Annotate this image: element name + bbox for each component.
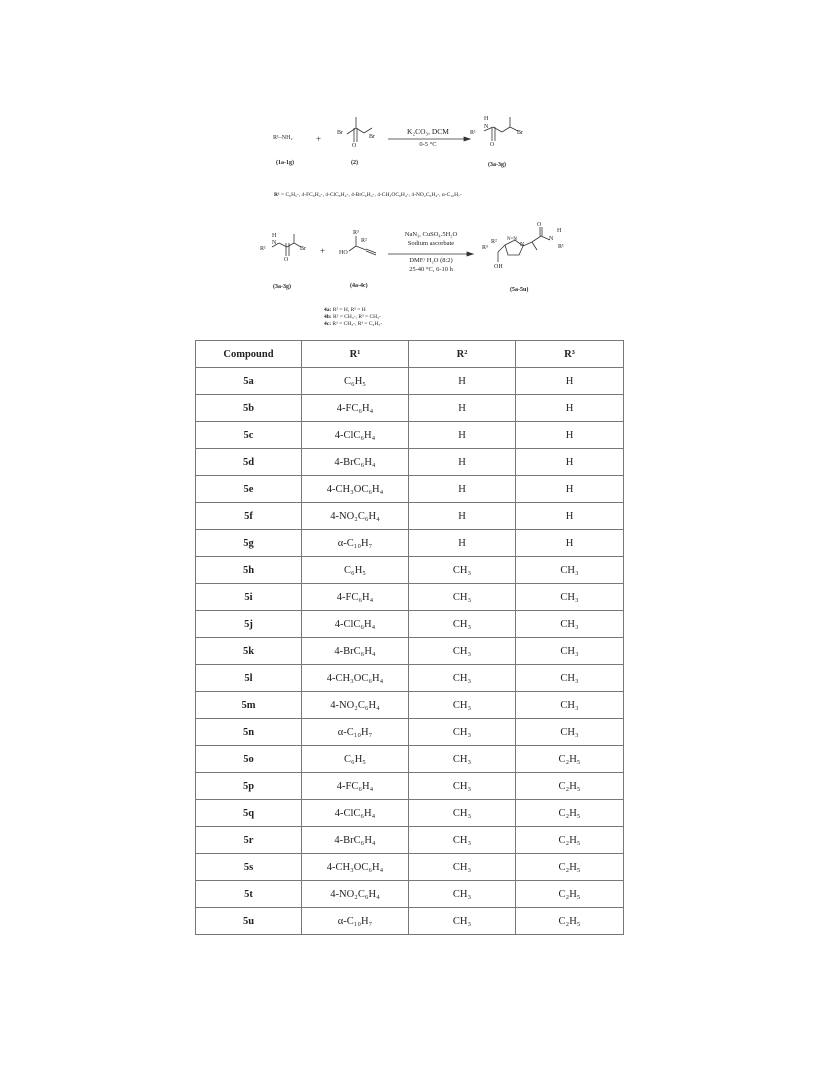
cell-compound: 5q (196, 800, 302, 827)
compound-label: (1a-1g) (276, 160, 294, 166)
cell-compound: 5k (196, 638, 302, 665)
atom-r2: R² (491, 239, 497, 245)
scheme-bonds (0, 0, 816, 340)
table-row (196, 854, 624, 881)
table-row (196, 692, 624, 719)
atom-r3: R³ (482, 245, 488, 251)
cell-r3: CH₃ (516, 611, 624, 638)
cell-r2: H (409, 530, 516, 557)
cell-compound: 5o (196, 746, 302, 773)
cell-r1: C₆H₅ (302, 368, 409, 395)
cell-r3: H (516, 503, 624, 530)
cell-r1: 4-FC₆H₄ (302, 395, 409, 422)
cell-r2: CH₃ (409, 746, 516, 773)
reaction-conditions: DMF/ H₂O (8:2) (409, 257, 453, 264)
reactant-amine: R¹–NH₂ (273, 135, 293, 141)
table-row (196, 557, 624, 584)
cell-compound: 5h (196, 557, 302, 584)
table-row (196, 665, 624, 692)
table-row (196, 719, 624, 746)
r1-definition (274, 192, 462, 199)
header-r3: R³ (516, 341, 624, 368)
cell-compound: 5t (196, 881, 302, 908)
atom-o: O (284, 257, 289, 263)
atom-r2: R² (361, 238, 367, 244)
cell-r2: CH₃ (409, 773, 516, 800)
table-row (196, 881, 624, 908)
cell-r3: C₂H₅ (516, 746, 624, 773)
cell-compound: 5c (196, 422, 302, 449)
atom-h: H (557, 228, 562, 234)
atom-h: H (272, 233, 277, 239)
reaction-conditions: NaN₃, CuSO₄.5H₂O (404, 231, 458, 238)
cell-compound: 5j (196, 611, 302, 638)
header-r1: R¹ (302, 341, 409, 368)
cell-r1: 4-NO₂C₆H₄ (302, 692, 409, 719)
table-row (196, 584, 624, 611)
cell-r1: 4-ClC₆H₄ (302, 800, 409, 827)
cell-r1: α-C₁₀H₇ (302, 908, 409, 935)
cell-r3: C₂H₅ (516, 908, 624, 935)
cell-r1: 4-FC₆H₄ (302, 773, 409, 800)
cell-r2: H (409, 422, 516, 449)
atom-r3: R³ (353, 230, 359, 236)
cell-compound: 5f (196, 503, 302, 530)
reaction-conditions: K₂CO₃, DCM (407, 127, 449, 136)
atom-br: Br (517, 130, 523, 136)
cell-r1: 4-BrC₆H₄ (302, 827, 409, 854)
cell-r3: C₂H₅ (516, 827, 624, 854)
cell-r2: CH₃ (409, 692, 516, 719)
cell-r1: α-C₁₀H₇ (302, 719, 409, 746)
alkyne-def-row: 4c: R² = CH₃-, R³ = C₂H₅- (324, 320, 383, 327)
cell-r3: H (516, 368, 624, 395)
atom-n: N (549, 236, 554, 242)
cell-compound: 5b (196, 395, 302, 422)
cell-r1: 4-NO₂C₆H₄ (302, 881, 409, 908)
atom-r1: R¹ (558, 244, 564, 250)
r1-prefix: R¹ (274, 192, 280, 198)
cell-r1: 4-ClC₆H₄ (302, 422, 409, 449)
cell-compound: 5u (196, 908, 302, 935)
cell-r1: 4-CH₃OC₆H₄ (302, 665, 409, 692)
cell-r1: 4-CH₃OC₆H₄ (302, 476, 409, 503)
cell-r2: H (409, 449, 516, 476)
alkyne-definitions (324, 307, 382, 328)
compound-label: (3a-3g) (488, 162, 506, 168)
atom-n: N (484, 124, 489, 130)
cell-r3: CH₃ (516, 692, 624, 719)
atom-r1: R¹ (470, 130, 476, 136)
atom-br: Br (300, 246, 306, 252)
cell-r2: CH₃ (409, 611, 516, 638)
cell-r3: CH₃ (516, 638, 624, 665)
table-row (196, 530, 624, 557)
alkyne-def-row: 4a: R² = H, R³ = H (324, 307, 366, 313)
table-row (196, 476, 624, 503)
table-row (196, 746, 624, 773)
cell-r2: CH₃ (409, 827, 516, 854)
compound-label: (4a-4c) (350, 283, 368, 289)
plus-sign: + (320, 246, 326, 256)
table-row (196, 908, 624, 935)
table-row (196, 422, 624, 449)
cell-r3: CH₃ (516, 557, 624, 584)
cell-r1: α-C₁₀H₇ (302, 530, 409, 557)
cell-r3: C₂H₅ (516, 854, 624, 881)
cell-r2: H (409, 395, 516, 422)
compound-label: (3a-3g) (273, 284, 291, 290)
plus-sign: + (316, 134, 322, 144)
atom-n: N (520, 242, 525, 248)
compound-table (195, 340, 624, 935)
atom-o: O (490, 142, 495, 148)
header-r2: R² (409, 341, 516, 368)
cell-r2: CH₃ (409, 800, 516, 827)
reaction-conditions: 0-5 °C (419, 141, 437, 148)
cell-r1: 4-BrC₆H₄ (302, 449, 409, 476)
atom-br: Br (369, 134, 375, 140)
atom-br: Br (337, 130, 343, 136)
cell-r1: C₆H₅ (302, 557, 409, 584)
cell-compound: 5r (196, 827, 302, 854)
table-row (196, 449, 624, 476)
cell-r2: CH₃ (409, 638, 516, 665)
table-body (196, 368, 624, 935)
cell-r3: C₂H₅ (516, 800, 624, 827)
cell-r2: CH₃ (409, 881, 516, 908)
cell-compound: 5e (196, 476, 302, 503)
cell-r3: CH₃ (516, 719, 624, 746)
cell-r1: C₆H₅ (302, 746, 409, 773)
cell-r2: H (409, 503, 516, 530)
table-row (196, 503, 624, 530)
cell-r1: 4-NO₂C₆H₄ (302, 503, 409, 530)
cell-compound: 5i (196, 584, 302, 611)
cell-r3: C₂H₅ (516, 881, 624, 908)
reaction-conditions: Sodium ascorbate (407, 240, 455, 247)
atom-n-n: N=N (507, 237, 518, 242)
atom-o: O (352, 143, 357, 149)
cell-r2: CH₃ (409, 908, 516, 935)
cell-r3: H (516, 422, 624, 449)
cell-compound: 5n (196, 719, 302, 746)
table-row (196, 773, 624, 800)
cell-r2: CH₃ (409, 584, 516, 611)
table-row (196, 368, 624, 395)
cell-r1: 4-BrC₆H₄ (302, 638, 409, 665)
cell-r2: CH₃ (409, 719, 516, 746)
atom-ho: HO (339, 250, 348, 256)
compound-label: (5a-5u) (510, 287, 529, 293)
table-row (196, 800, 624, 827)
cell-r2: CH₃ (409, 854, 516, 881)
cell-r3: H (516, 530, 624, 557)
cell-compound: 5d (196, 449, 302, 476)
alkyne-def-row: 4b: R² = CH₃-, R³ = CH₃- (324, 313, 381, 320)
table-row (196, 395, 624, 422)
table-row (196, 827, 624, 854)
r1-values: = C₆H₅-, 4-FC₆H₄-, 4-ClC₆H₄-, 4-BrC₆H₄-, 4-CH₃OC₆H₄-, 4-NO₂C₆H₄-, α-C₁₀H₇- (279, 192, 462, 198)
cell-r2: H (409, 476, 516, 503)
cell-r2: H (409, 368, 516, 395)
table-header-row (196, 341, 624, 368)
cell-r3: H (516, 476, 624, 503)
atom-o: O (537, 222, 542, 228)
atom-h: H (484, 116, 489, 122)
cell-r3: H (516, 395, 624, 422)
cell-compound: 5a (196, 368, 302, 395)
reaction-scheme (0, 0, 816, 340)
cell-compound: 5g (196, 530, 302, 557)
cell-compound: 5p (196, 773, 302, 800)
cell-r2: CH₃ (409, 665, 516, 692)
cell-compound: 5s (196, 854, 302, 881)
cell-r1: 4-CH₃OC₆H₄ (302, 854, 409, 881)
reaction-conditions: 25-40 °C, 6-10 h (409, 266, 453, 273)
cell-r3: CH₃ (516, 665, 624, 692)
cell-r3: C₂H₅ (516, 773, 624, 800)
cell-r2: CH₃ (409, 557, 516, 584)
compound-label: (2) (351, 160, 358, 166)
cell-r1: 4-FC₆H₄ (302, 584, 409, 611)
cell-r1: 4-ClC₆H₄ (302, 611, 409, 638)
cell-compound: 5l (196, 665, 302, 692)
cell-r3: CH₃ (516, 584, 624, 611)
cell-r3: H (516, 449, 624, 476)
atom-r1: R¹ (260, 246, 266, 252)
atom-oh: OH (494, 264, 503, 270)
table-row (196, 611, 624, 638)
header-compound: Compound (196, 341, 302, 368)
table-row (196, 638, 624, 665)
atom-n: N (272, 240, 277, 246)
cell-compound: 5m (196, 692, 302, 719)
